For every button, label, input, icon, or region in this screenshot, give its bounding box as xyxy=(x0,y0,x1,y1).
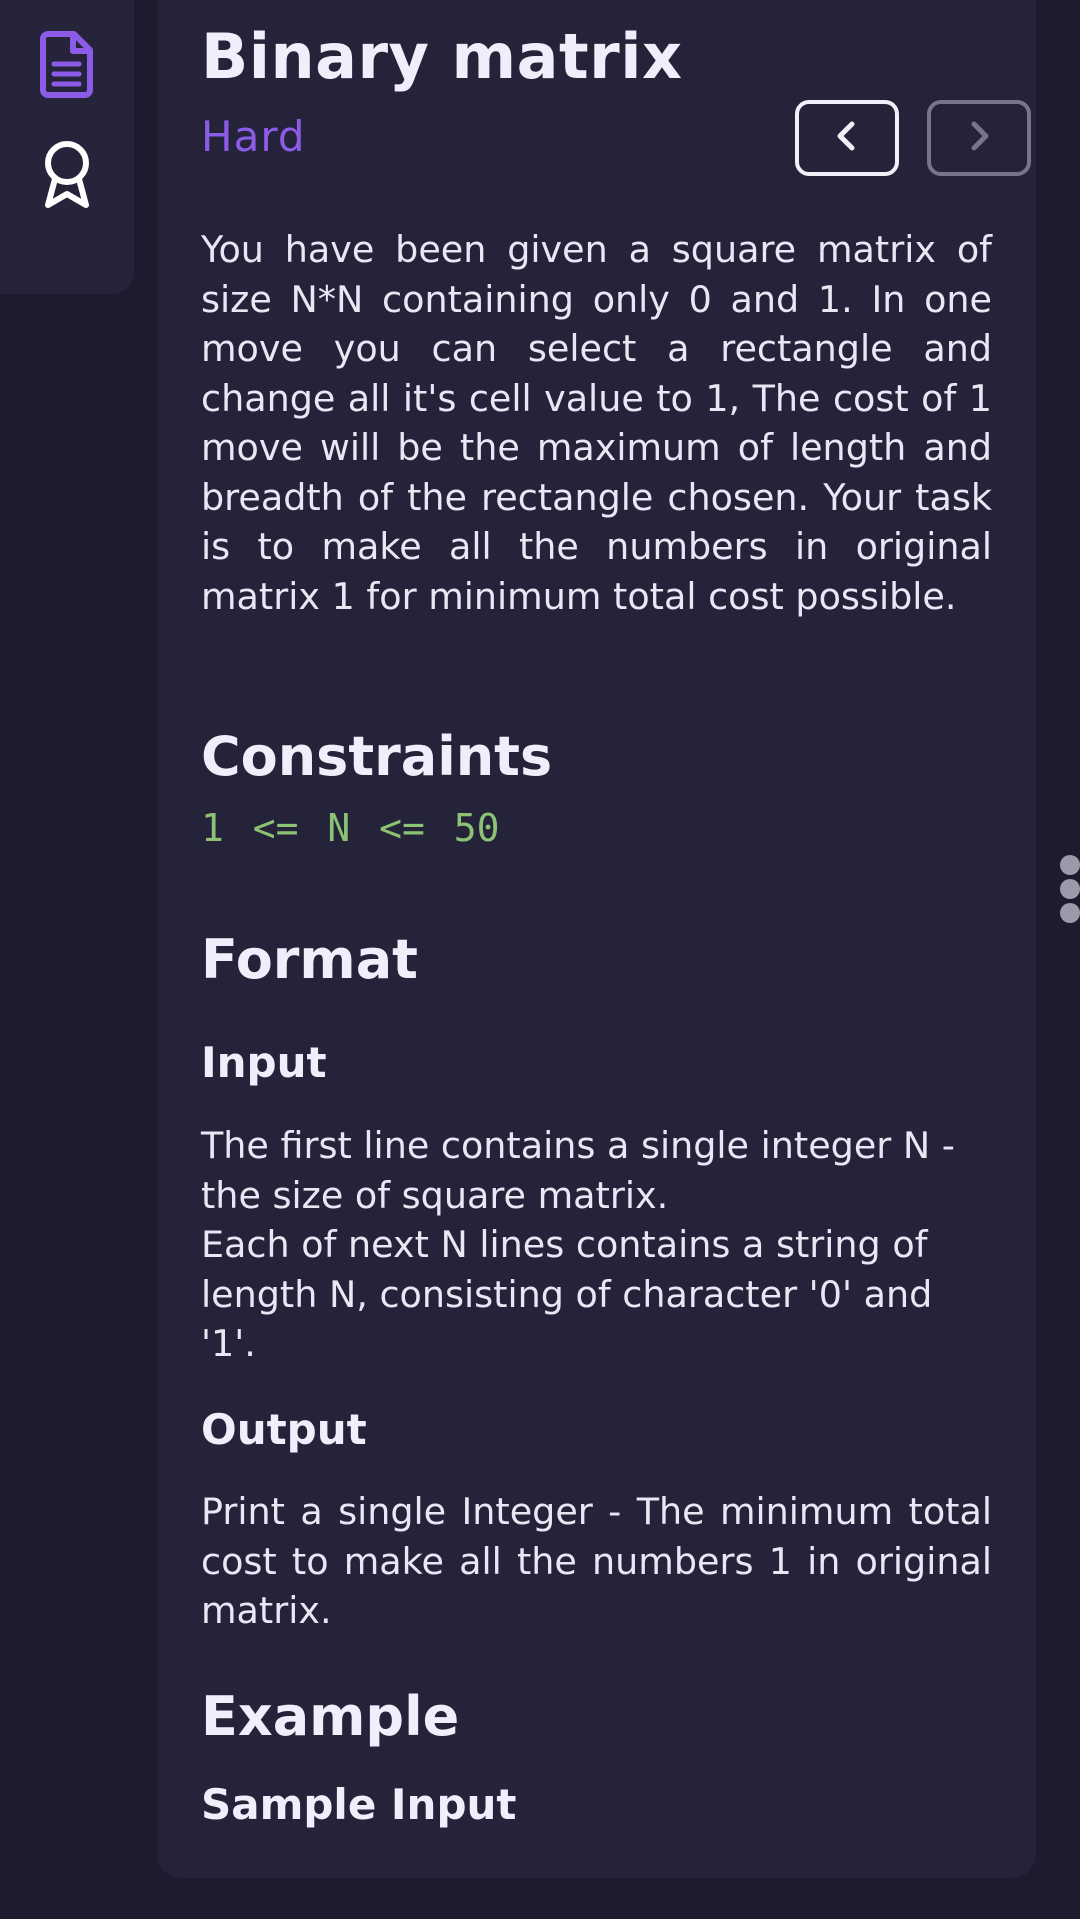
next-problem-button[interactable] xyxy=(927,100,1031,176)
input-heading: Input xyxy=(201,1038,327,1087)
more-dot xyxy=(1060,879,1080,899)
problem-title: Binary matrix xyxy=(201,20,683,93)
previous-problem-button[interactable] xyxy=(795,100,899,176)
constraints-heading: Constraints xyxy=(201,725,553,788)
output-description: Print a single Integer - The minimum total cost to make all the numbers 1 in original matrix. xyxy=(201,1490,992,1632)
difficulty-label: Hard xyxy=(201,112,306,161)
achievements-tab-button[interactable] xyxy=(0,136,134,216)
input-description-line2: Each of next N lines contains a string of length N, consisting of character '0' and '1'. xyxy=(201,1223,933,1365)
problem-panel xyxy=(157,0,1036,1878)
award-ribbon-icon xyxy=(40,139,94,213)
document-icon xyxy=(38,30,96,102)
output-heading: Output xyxy=(201,1405,367,1454)
sample-input-heading: Sample Input xyxy=(201,1780,517,1829)
problem-description: You have been given a square matrix of size N*N containing only 0 and 1. In one move you can select a rectangle and change all it's cell value to 1, The cost of 1 move will be the maximum of length and breadth of the rectangle chosen. Your task is to make all the numbers in original matrix 1 for minimum total cost possible. xyxy=(201,228,992,618)
problem-tab-button[interactable] xyxy=(0,26,134,106)
constraints-code: 1 <= N <= 50 xyxy=(201,806,500,850)
side-rail xyxy=(0,0,134,294)
more-dot xyxy=(1060,903,1080,923)
format-heading: Format xyxy=(201,928,418,991)
chevron-left-icon xyxy=(832,119,862,157)
more-dot xyxy=(1060,855,1080,875)
chevron-right-icon xyxy=(964,119,994,157)
example-heading: Example xyxy=(201,1685,460,1748)
more-options-handle[interactable] xyxy=(1058,855,1080,925)
input-description-line1: The first line contains a single integer N - the size of square matrix. xyxy=(201,1124,955,1217)
